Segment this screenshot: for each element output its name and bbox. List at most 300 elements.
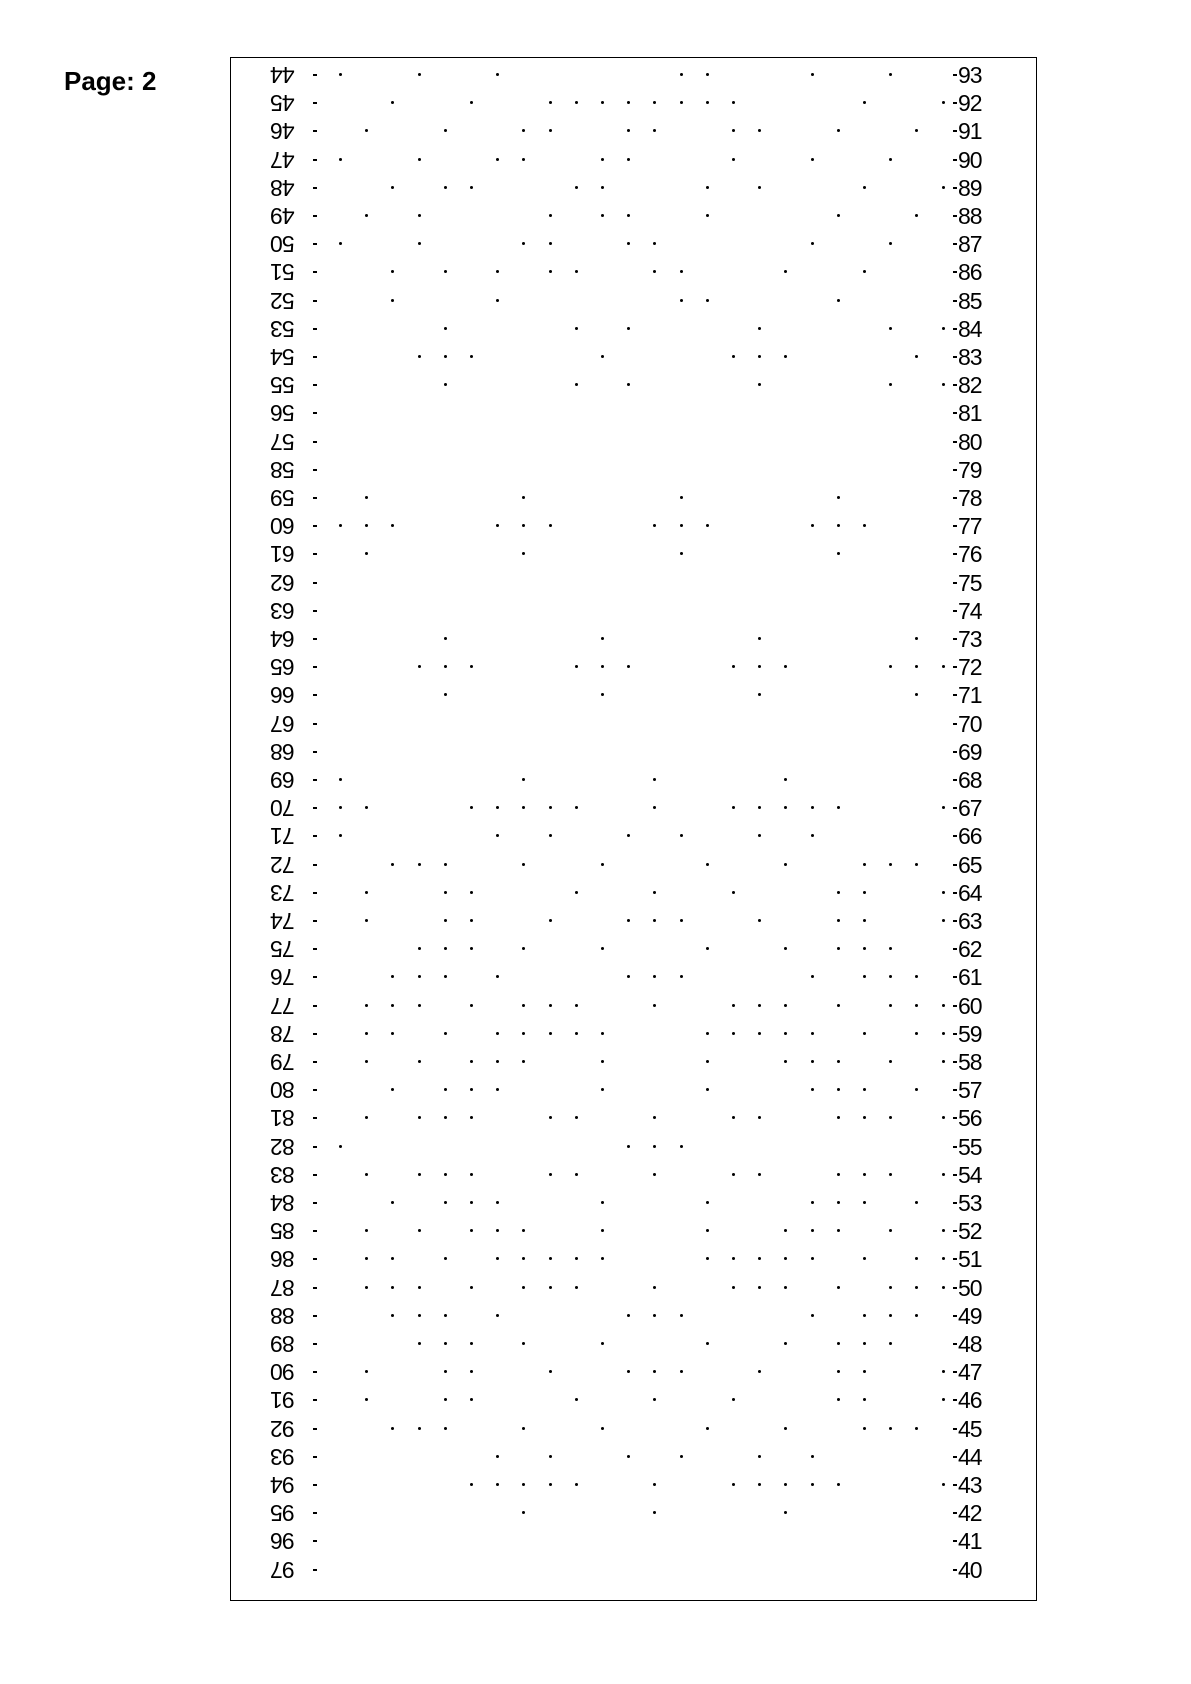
- pattern-dot: [811, 242, 814, 245]
- row-number-right: 64: [958, 879, 982, 906]
- row-number-left: 57: [271, 428, 295, 455]
- pattern-dot: [758, 186, 761, 189]
- pattern-dot: [575, 1286, 578, 1289]
- grid-row: [231, 1048, 1036, 1076]
- row-number-right: 82: [958, 372, 982, 399]
- row-number-right: 93: [958, 62, 982, 88]
- row-number-left: 74: [271, 908, 295, 934]
- pattern-dot: [863, 863, 866, 866]
- pattern-dot: [889, 863, 892, 866]
- row-number-left: 94: [271, 1472, 295, 1498]
- pattern-dot: [758, 1116, 761, 1119]
- pattern-dot: [837, 1060, 840, 1063]
- row-number-left: 89: [271, 1331, 295, 1357]
- pattern-dot: [391, 524, 394, 527]
- pattern-dot: [601, 1032, 604, 1035]
- pattern-dot: [915, 214, 918, 217]
- row-tick-left: [313, 187, 317, 189]
- pattern-dot: [496, 73, 499, 76]
- row-tick-left: [313, 1230, 317, 1232]
- row-number-right: 42: [958, 1500, 982, 1527]
- row-number-left: 92: [271, 1415, 295, 1442]
- pattern-dot: [706, 1032, 709, 1035]
- pattern-dot: [811, 1032, 814, 1035]
- row-tick-left: [313, 553, 317, 555]
- pattern-dot: [758, 1032, 761, 1035]
- pattern-dot: [863, 975, 866, 978]
- pattern-dot: [601, 665, 604, 668]
- pattern-dot: [496, 299, 499, 302]
- pattern-dot: [418, 1229, 421, 1232]
- pattern-dot: [653, 975, 656, 978]
- row-tick-right: [953, 102, 957, 104]
- pattern-dot: [942, 806, 945, 809]
- pattern-dot: [522, 1286, 525, 1289]
- row-number-left: 87: [271, 1274, 295, 1301]
- pattern-dot: [601, 1427, 604, 1430]
- row-number-right: 78: [958, 485, 982, 511]
- grid-row: [231, 963, 1036, 991]
- row-number-left: 55: [271, 372, 295, 399]
- pattern-dot: [575, 891, 578, 894]
- row-number-right: 65: [958, 851, 982, 878]
- pattern-dot: [418, 214, 421, 217]
- row-number-right: 73: [958, 626, 982, 652]
- pattern-dot: [837, 524, 840, 527]
- row-number-left: 48: [271, 174, 295, 201]
- pattern-dot: [706, 1088, 709, 1091]
- pattern-dot: [365, 1370, 368, 1373]
- pattern-dot: [575, 1032, 578, 1035]
- row-tick-right: [953, 1061, 957, 1063]
- row-tick-left: [313, 1456, 317, 1458]
- row-number-right: 50: [958, 1274, 982, 1301]
- row-number-right: 81: [958, 400, 982, 427]
- pattern-dot: [391, 1314, 394, 1317]
- pattern-dot: [444, 355, 447, 358]
- row-tick-right: [953, 723, 957, 725]
- pattern-dot: [784, 1060, 787, 1063]
- pattern-dot: [549, 1286, 552, 1289]
- grid-row: [231, 1076, 1036, 1104]
- pattern-dot: [811, 1201, 814, 1204]
- row-tick-left: [313, 384, 317, 386]
- pattern-dot: [365, 552, 368, 555]
- row-tick-left: [313, 525, 317, 527]
- pattern-dot: [837, 1201, 840, 1204]
- row-tick-right: [953, 271, 957, 273]
- row-number-left: 96: [271, 1528, 295, 1555]
- pattern-dot: [837, 299, 840, 302]
- pattern-dot: [391, 975, 394, 978]
- row-number-left: 76: [271, 964, 295, 991]
- row-number-left: 90: [271, 1359, 295, 1386]
- pattern-dot: [339, 524, 342, 527]
- pattern-dot: [837, 1088, 840, 1091]
- row-tick-left: [313, 130, 317, 132]
- grid-row: [231, 1471, 1036, 1499]
- pattern-dot: [522, 242, 525, 245]
- pattern-dot: [942, 327, 945, 330]
- pattern-dot: [418, 73, 421, 76]
- pattern-dot: [758, 1286, 761, 1289]
- row-tick-right: [953, 215, 957, 217]
- pattern-dot: [837, 129, 840, 132]
- pattern-dot: [942, 101, 945, 104]
- row-tick-left: [313, 1033, 317, 1035]
- grid-row: [231, 371, 1036, 399]
- row-number-right: 85: [958, 287, 982, 314]
- pattern-dot: [549, 214, 552, 217]
- pattern-dot: [522, 1257, 525, 1260]
- pattern-dot: [444, 383, 447, 386]
- pattern-dot: [470, 919, 473, 922]
- row-tick-right: [953, 130, 957, 132]
- row-tick-left: [313, 159, 317, 161]
- pattern-dot: [863, 1398, 866, 1401]
- pattern-dot: [811, 1229, 814, 1232]
- row-number-left: 47: [271, 146, 295, 173]
- pattern-dot: [470, 665, 473, 668]
- row-tick-left: [313, 469, 317, 471]
- row-number-left: 51: [271, 259, 295, 286]
- pattern-dot: [889, 1286, 892, 1289]
- pattern-dot: [496, 806, 499, 809]
- pattern-dot: [470, 1398, 473, 1401]
- pattern-dot: [680, 834, 683, 837]
- pattern-dot: [522, 158, 525, 161]
- row-tick-left: [313, 1287, 317, 1289]
- pattern-dot: [653, 1370, 656, 1373]
- row-number-left: 88: [271, 1302, 295, 1329]
- pattern-dot: [444, 891, 447, 894]
- grid-row: [231, 1217, 1036, 1245]
- pattern-dot: [653, 806, 656, 809]
- pattern-dot: [470, 1060, 473, 1063]
- pattern-dot: [575, 665, 578, 668]
- pattern-dot: [680, 524, 683, 527]
- pattern-dot: [365, 129, 368, 132]
- row-tick-right: [953, 1343, 957, 1345]
- pattern-dot: [575, 1116, 578, 1119]
- pattern-dot: [732, 1032, 735, 1035]
- pattern-dot: [653, 1173, 656, 1176]
- pattern-dot: [837, 214, 840, 217]
- pattern-dot: [601, 947, 604, 950]
- grid-row: [231, 1386, 1036, 1414]
- grid-row: [231, 766, 1036, 794]
- row-number-right: 67: [958, 795, 982, 822]
- pattern-dot: [601, 214, 604, 217]
- row-number-right: 46: [958, 1387, 982, 1414]
- pattern-dot: [601, 101, 604, 104]
- row-tick-right: [953, 864, 957, 866]
- row-number-left: 95: [271, 1500, 295, 1527]
- row-number-right: 92: [958, 90, 982, 117]
- grid-row: [231, 484, 1036, 512]
- row-number-right: 84: [958, 315, 982, 342]
- pattern-dot: [470, 1286, 473, 1289]
- row-tick-right: [953, 328, 957, 330]
- pattern-dot: [811, 524, 814, 527]
- pattern-dot: [391, 1257, 394, 1260]
- row-tick-left: [313, 920, 317, 922]
- pattern-dot: [418, 975, 421, 978]
- row-number-right: 72: [958, 654, 982, 681]
- row-tick-right: [953, 1315, 957, 1317]
- pattern-dot: [522, 806, 525, 809]
- row-tick-right: [953, 1174, 957, 1176]
- grid-row: [231, 625, 1036, 653]
- row-number-left: 65: [271, 654, 295, 681]
- pattern-dot: [915, 975, 918, 978]
- row-number-left: 69: [271, 767, 295, 793]
- pattern-dot: [601, 1229, 604, 1232]
- grid-row: [231, 343, 1036, 371]
- pattern-dot: [915, 1032, 918, 1035]
- row-number-left: 71: [271, 823, 295, 850]
- pattern-dot: [601, 693, 604, 696]
- pattern-dot: [444, 665, 447, 668]
- row-tick-right: [953, 1230, 957, 1232]
- grid-row: [231, 1189, 1036, 1217]
- row-tick-left: [313, 497, 317, 499]
- pattern-dot: [601, 1257, 604, 1260]
- pattern-dot: [837, 947, 840, 950]
- pattern-dot: [496, 158, 499, 161]
- grid-row: [231, 287, 1036, 315]
- pattern-dot: [732, 1257, 735, 1260]
- pattern-dot: [391, 1004, 394, 1007]
- pattern-dot: [418, 158, 421, 161]
- pattern-dot: [418, 1173, 421, 1176]
- pattern-dot: [706, 947, 709, 950]
- pattern-dot: [811, 834, 814, 837]
- pattern-dot: [732, 1004, 735, 1007]
- pattern-dot: [942, 1004, 945, 1007]
- pattern-dot: [444, 975, 447, 978]
- pattern-dot: [915, 1427, 918, 1430]
- pattern-dot: [758, 383, 761, 386]
- row-tick-right: [953, 187, 957, 189]
- pattern-dot: [837, 1229, 840, 1232]
- row-number-left: 79: [271, 1049, 295, 1075]
- pattern-dot: [732, 806, 735, 809]
- grid-row: [231, 1556, 1036, 1584]
- pattern-dot: [496, 1314, 499, 1317]
- pattern-dot: [942, 919, 945, 922]
- pattern-dot: [444, 1427, 447, 1430]
- grid-row: [231, 89, 1036, 117]
- pattern-dot: [470, 1004, 473, 1007]
- grid-row: [231, 907, 1036, 935]
- pattern-dot: [732, 665, 735, 668]
- pattern-dot: [365, 496, 368, 499]
- pattern-dot: [889, 1427, 892, 1430]
- pattern-dot: [496, 834, 499, 837]
- pattern-dot: [680, 101, 683, 104]
- pattern-dot: [863, 1314, 866, 1317]
- row-number-left: 50: [271, 231, 295, 258]
- pattern-dot: [549, 834, 552, 837]
- pattern-dot: [601, 1088, 604, 1091]
- grid-row: [231, 1527, 1036, 1555]
- pattern-dot: [811, 1455, 814, 1458]
- pattern-dot: [470, 1483, 473, 1486]
- pattern-dot: [391, 1032, 394, 1035]
- row-tick-left: [313, 1146, 317, 1148]
- grid-row: [231, 540, 1036, 568]
- row-tick-left: [313, 356, 317, 358]
- row-number-left: 84: [271, 1190, 295, 1216]
- pattern-dot: [784, 1483, 787, 1486]
- row-number-right: 54: [958, 1161, 982, 1188]
- pattern-dot: [522, 129, 525, 132]
- pattern-dot: [444, 1088, 447, 1091]
- pattern-dot: [863, 1201, 866, 1204]
- pattern-dot: [391, 186, 394, 189]
- pattern-dot: [627, 919, 630, 922]
- pattern-dot: [549, 1173, 552, 1176]
- pattern-dot: [418, 1427, 421, 1430]
- pattern-dot: [706, 73, 709, 76]
- pattern-grid: [230, 57, 1037, 1601]
- row-number-right: 56: [958, 1105, 982, 1132]
- pattern-dot: [758, 919, 761, 922]
- pattern-dot: [470, 947, 473, 950]
- page-label: Page: 2: [64, 66, 157, 96]
- pattern-dot: [496, 1257, 499, 1260]
- row-tick-right: [953, 412, 957, 414]
- pattern-dot: [601, 1201, 604, 1204]
- pattern-dot: [496, 270, 499, 273]
- row-number-left: 53: [271, 315, 295, 342]
- row-tick-left: [313, 1174, 317, 1176]
- row-number-right: 57: [958, 1077, 982, 1104]
- pattern-dot: [522, 1004, 525, 1007]
- pattern-dot: [653, 1314, 656, 1317]
- pattern-dot: [863, 524, 866, 527]
- pattern-dot: [863, 1342, 866, 1345]
- row-number-left: 81: [271, 1105, 295, 1132]
- pattern-dot: [496, 1229, 499, 1232]
- row-tick-right: [953, 1033, 957, 1035]
- row-tick-left: [313, 807, 317, 809]
- pattern-dot: [365, 1286, 368, 1289]
- grid-row: [231, 1302, 1036, 1330]
- pattern-dot: [680, 1314, 683, 1317]
- grid-row: [231, 1358, 1036, 1386]
- pattern-dot: [444, 1257, 447, 1260]
- pattern-dot: [470, 355, 473, 358]
- row-tick-right: [953, 1569, 957, 1571]
- pattern-dot: [549, 1032, 552, 1035]
- pattern-dot: [784, 355, 787, 358]
- pattern-dot: [391, 863, 394, 866]
- pattern-dot: [601, 158, 604, 161]
- pattern-dot: [758, 1257, 761, 1260]
- pattern-dot: [784, 665, 787, 668]
- row-tick-left: [313, 243, 317, 245]
- row-number-right: 52: [958, 1218, 982, 1245]
- pattern-dot: [601, 1342, 604, 1345]
- row-tick-left: [313, 271, 317, 273]
- pattern-dot: [601, 355, 604, 358]
- pattern-dot: [365, 214, 368, 217]
- row-number-left: 91: [271, 1387, 295, 1414]
- grid-row: [231, 879, 1036, 907]
- row-number-left: 60: [271, 513, 295, 540]
- pattern-dot: [942, 1060, 945, 1063]
- row-tick-left: [313, 1569, 317, 1571]
- row-number-left: 82: [271, 1133, 295, 1160]
- pattern-dot: [418, 242, 421, 245]
- row-tick-left: [313, 864, 317, 866]
- pattern-dot: [496, 1032, 499, 1035]
- pattern-dot: [444, 1173, 447, 1176]
- row-number-left: 46: [271, 118, 295, 145]
- row-number-left: 54: [271, 344, 295, 370]
- pattern-dot: [470, 1229, 473, 1232]
- pattern-dot: [575, 1173, 578, 1176]
- pattern-dot: [653, 129, 656, 132]
- pattern-dot: [522, 1229, 525, 1232]
- row-number-left: 66: [271, 682, 295, 709]
- pattern-dot: [522, 524, 525, 527]
- pattern-dot: [863, 1088, 866, 1091]
- pattern-dot: [680, 73, 683, 76]
- pattern-dot: [444, 1342, 447, 1345]
- grid-row: [231, 456, 1036, 484]
- row-tick-right: [953, 892, 957, 894]
- row-tick-left: [313, 835, 317, 837]
- row-tick-right: [953, 1371, 957, 1373]
- row-tick-right: [953, 1287, 957, 1289]
- pattern-dot: [811, 73, 814, 76]
- row-tick-right: [953, 1146, 957, 1148]
- pattern-dot: [889, 242, 892, 245]
- row-tick-right: [953, 920, 957, 922]
- pattern-dot: [653, 1483, 656, 1486]
- pattern-dot: [522, 1032, 525, 1035]
- pattern-dot: [863, 919, 866, 922]
- pattern-dot: [706, 186, 709, 189]
- row-tick-right: [953, 1258, 957, 1260]
- row-tick-right: [953, 751, 957, 753]
- pattern-dot: [391, 1201, 394, 1204]
- pattern-dot: [863, 947, 866, 950]
- pattern-dot: [863, 101, 866, 104]
- pattern-dot: [706, 299, 709, 302]
- pattern-dot: [470, 891, 473, 894]
- grid-row: [231, 710, 1036, 738]
- pattern-dot: [444, 270, 447, 273]
- row-number-left: 63: [271, 597, 295, 624]
- row-tick-left: [313, 328, 317, 330]
- pattern-dot: [575, 186, 578, 189]
- pattern-dot: [863, 270, 866, 273]
- pattern-dot: [784, 270, 787, 273]
- pattern-dot: [942, 891, 945, 894]
- pattern-dot: [706, 1342, 709, 1345]
- grid-row: [231, 512, 1036, 540]
- row-tick-right: [953, 356, 957, 358]
- pattern-dot: [418, 863, 421, 866]
- pattern-dot: [732, 891, 735, 894]
- pattern-dot: [549, 806, 552, 809]
- grid-row: [231, 1415, 1036, 1443]
- pattern-dot: [811, 1088, 814, 1091]
